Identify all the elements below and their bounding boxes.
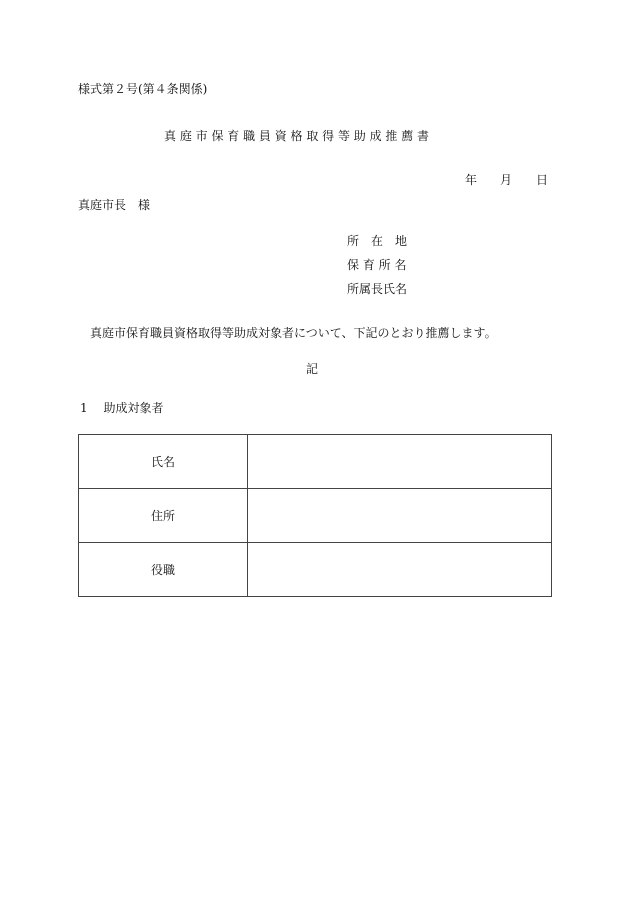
position-label: 役職 [79,543,248,597]
document-title: 真 庭 市 保 育 職 員 資 格 取 得 等 助 成 推 薦 書 [164,129,430,143]
date-month: 月 [500,173,513,187]
name-label: 氏名 [79,435,248,489]
address-field[interactable] [248,489,552,543]
table-row [79,435,552,489]
table-row [79,543,552,597]
form-number: 様式第２号(第４条関係) [78,82,208,96]
body-text: 真庭市保育職員資格取得等助成対象者について、下記のとおり推薦します。 [90,326,497,340]
location-label: 所 在 地 [347,234,408,248]
address-label: 住所 [79,489,248,543]
table-row [79,489,552,543]
section-1-title: 1 助成対象者 [80,401,164,415]
ki-heading: 記 [306,362,319,376]
head-name-label: 所属長氏名 [347,282,408,296]
date-year: 年 [465,173,478,187]
subject-table [78,434,552,597]
name-field[interactable] [248,435,552,489]
facility-name-label: 保 育 所 名 [347,258,407,272]
position-field[interactable] [248,543,552,597]
addressee: 真庭市長 様 [78,198,151,212]
date-day: 日 [536,173,549,187]
